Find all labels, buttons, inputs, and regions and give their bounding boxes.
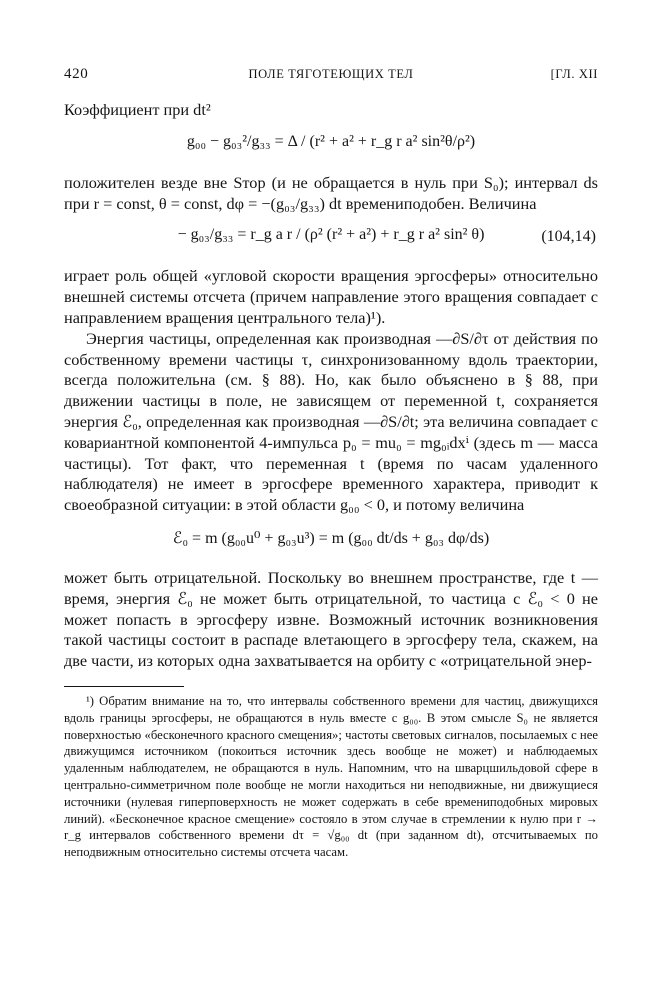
equation-3-formula: ℰ₀ = m (g₀₀u⁰ + g₀₃u³) = m (g₀₀ dt/ds + g₀₃ dφ/ds) bbox=[172, 529, 490, 547]
running-title: ПОЛЕ ТЯГОТЕЮЩИХ ТЕЛ bbox=[248, 67, 414, 81]
page-header bbox=[64, 66, 598, 86]
equation-2-number: (104,14) bbox=[541, 228, 596, 246]
footnote-rule bbox=[64, 686, 184, 687]
equation-2 bbox=[64, 214, 598, 266]
paragraph-4: может быть отрицательной. Поскольку во внешнем пространстве, где t — время, энергия ℰ₀ не может быть отрицательной, то частица с ℰ₀ < 0 не может попасть в эргосферу извне. Возможный источник возникновения такой частицы состоит в распаде влетающего в эргосферу тела, скажем, на две части, из которых одна захватывается на орбиту с «отрицательной энер- bbox=[64, 567, 598, 671]
equation-1 bbox=[64, 121, 598, 173]
intro-line: Коэффициент при dt² bbox=[64, 100, 211, 119]
book-page bbox=[64, 66, 598, 861]
paragraph-1: положителен везде вне Sтор (и не обращается в нуль при S₀); интервал ds при r = const, θ = const, dφ = −(g₀₃/g₃₃) dt времениподобен. Величина bbox=[64, 172, 598, 213]
page-number: 420 bbox=[64, 66, 89, 82]
equation-2-formula: − g₀₃/g₃₃ = r_g a r / (ρ² (r² + a²) + r_g r a² sin² θ) bbox=[177, 226, 485, 244]
paragraph-3: Энергия частицы, определенная как производная —∂S/∂τ от действия по собственному времени частицы τ, синхронизованному вдоль траектории, всегда положительна (см. § 88). Но, как было объяснено в § 88, при движении частицы в поле, не зависящем от переменной t, сохраняется энергия ℰ₀, определенная как производная —∂S/∂t; эта величина совпадает с ковариантной компонентой 4-импульса p₀ = mu₀ = mg₀ᵢdxⁱ (здесь m — масса частицы). Тот факт, что переменная t (время по часам удаленного наблюдателя) не имеет в эргосфере временного характера, приводит к своеобразной ситуации: в этой области g₀₀ < 0, и потому величина bbox=[64, 328, 598, 515]
equation-1-formula: g₀₀ − g₀₃²/g₃₃ = Δ / (r² + a² + r_g r a² sin²θ/ρ²) bbox=[186, 132, 476, 150]
footnote: ¹) Обратим внимание на то, что интервалы собственного времени для частиц, движущихся вдоль границы эргосферы, не обращаются в нуль вместе с g₀₀. В этом смысле S₀ не является поверхностью «бесконечного красного смещения»; частоты световых сигналов, посылаемых с нее движущимся источником (покоиться источник здесь вообще не может) и наблюдаемых удаленным наблюдателем, не обращаются в нуль. Напомним, что на шварцшильдовой сфере в центрально-симметричном поле вообще не могли находиться ни неподвижные, ни движущиеся источники (нулевая гиперповерхность не может содержать в себе времениподобных мировых линий). «Бесконечное красное смещение» состояло в этом случае в стремлении к нулю при r → r_g интервалов собственного времени dτ = √g₀₀ dt (при заданном dt), отсчитываемых по неподвижным относительно системы отсчета часам. bbox=[64, 693, 598, 860]
equation-3 bbox=[64, 516, 598, 568]
paragraph-2: играет роль общей «угловой скорости вращения эргосферы» относительно внешней системы отсчета (причем направление этого вращения совпадает с направлением вращения центрального тела)¹). bbox=[64, 266, 598, 327]
chapter-label: [ГЛ. XII bbox=[550, 67, 598, 81]
